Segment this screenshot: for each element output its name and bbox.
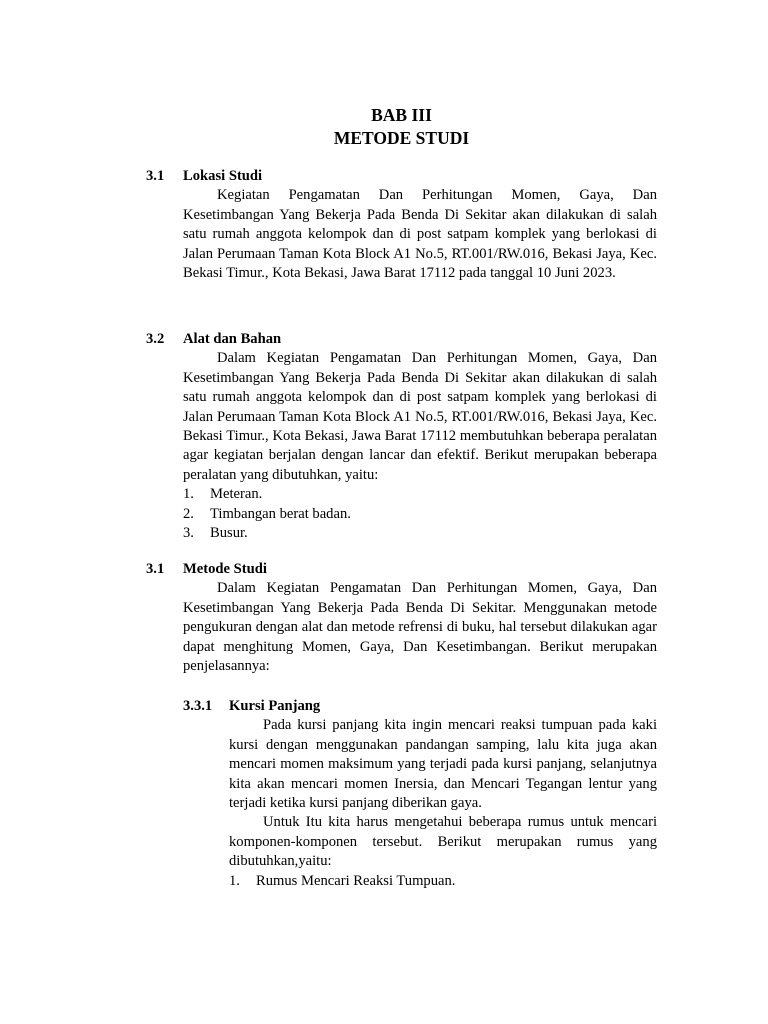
subsection-heading [0,697,768,716]
section-paragraph: Kegiatan Pengamatan Dan Perhitungan Momen, Gaya, Dan Kesetimbangan Yang Bekerja Pada Benda Di Sekitar akan dilakukan di salah satu rumah anggota kelompok dan di post satpam komplek yang berlokasi di Jalan Perumaan Taman Kota Block A1 No.5, RT.001/RW.016, Bekasi Jaya, Kec. Bekasi Timur., Kota Bekasi, Jawa Barat 17112 pada tanggal 10 Juni 2023. [183,187,657,282]
list-item [229,872,768,891]
subsection-number: 3.3.1 [183,698,213,714]
list-item-text: Meteran. [210,486,263,503]
section-number: 3.1 [146,561,165,577]
section-metode-studi [0,560,768,676]
list-item [183,524,768,543]
list-item-number: 2. [183,505,194,522]
section-heading [0,167,768,186]
subsection-title: Kursi Panjang [229,698,321,714]
section-paragraph: Dalam Kegiatan Pengamatan Dan Perhitungan Momen, Gaya, Dan Kesetimbangan Yang Bekerja Pada Benda Di Sekitar. Menggunakan metode pengukuran dengan alat dan metode refrensi di buku, hal tersebut dilakukan agar dapat menghitung Momen, Gaya, Dan Kesetimbangan. Berikut merupakan penjelasannya: [183,580,657,675]
list-item-text: Busur. [210,525,248,542]
section-title: Lokasi Studi [183,168,263,184]
list-item-number: 1. [229,872,240,889]
section-paragraph: Dalam Kegiatan Pengamatan Dan Perhitungan Momen, Gaya, Dan Kesetimbangan Yang Bekerja Pada Benda Di Sekitar akan dilakukan di salah satu rumah anggota kelompok dan di post satpam komplek yang berlokasi di Jalan Perumaan Taman Kota Block A1 No.5, RT.001/RW.016, Bekasi Jaya, Kec. Bekasi Timur., Kota Bekasi, Jawa Barat 17112 membutuhkan beberapa peralatan agar kegiatan berjalan dengan lancar dan efektif. Berikut merupakan beberapa peralatan yang dibutuhkan, yaitu: [183,350,657,483]
section-title: Alat dan Bahan [183,331,282,347]
section-lokasi-studi [0,167,768,283]
list-item-number: 3. [183,525,194,542]
list-item-text: Rumus Mencari Reaksi Tumpuan. [256,872,456,889]
section-title: Metode Studi [183,561,267,577]
section-number: 3.2 [146,331,165,347]
section-alat-dan-bahan [0,330,768,543]
section-heading [0,560,768,579]
chapter-title: METODE STUDI [333,128,470,148]
chapter-number: BAB III [371,105,432,125]
equipment-list [183,485,768,543]
section-heading [0,330,768,349]
list-item [183,505,768,524]
subsection-paragraph: Untuk Itu kita harus mengetahui beberapa rumus untuk mencari komponen-komponen tersebut. Berikut merupakan rumus yang dibutuhkan,yaitu: [229,814,657,870]
list-item [183,485,768,504]
section-number: 3.1 [146,168,165,184]
list-item-number: 1. [183,486,194,503]
formula-list [229,872,768,891]
subsection-paragraph: Pada kursi panjang kita ingin mencari reaksi tumpuan pada kaki kursi dengan menggunakan pandangan samping, lalu kita juga akan mencari momen maksimum yang terjadi pada kursi panjang, selanjutnya kita akan mencari momen Inersia, dan Mencari Tegangan lentur yang terjadi ketika kursi panjang diberikan gaya. [229,717,657,812]
list-item-text: Timbangan berat badan. [210,505,351,522]
subsection-kursi-panjang [0,697,768,891]
